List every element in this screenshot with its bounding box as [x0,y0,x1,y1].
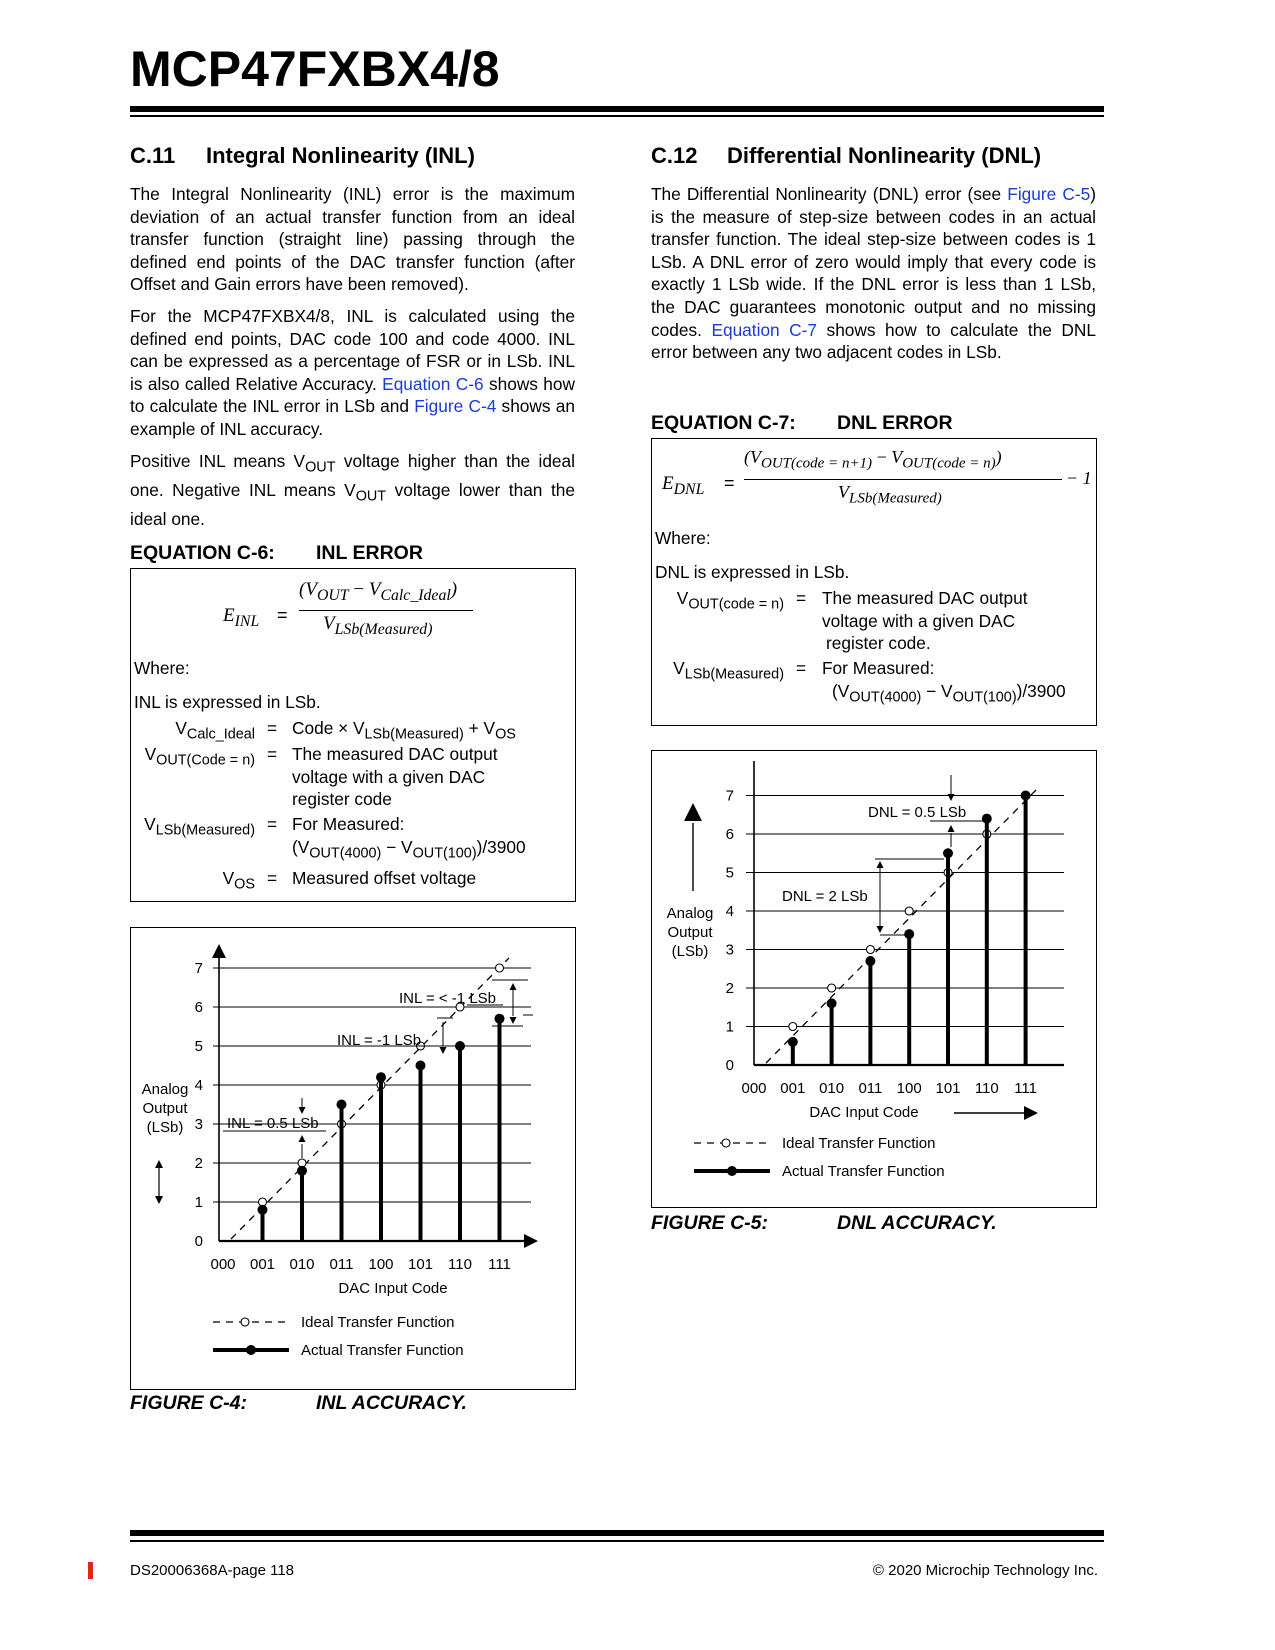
annotation-arrow-down [299,1107,306,1114]
y-axis-label: (LSb) [146,1119,184,1136]
annotation-arrow-down [877,926,884,933]
actual-point [455,1041,465,1051]
paragraph: Positive INL means $V_{OUT}$ voltage higher than the ideal one. Negative INL means $V_{OUT}$ voltage lower than the ideal one. [130,450,575,529]
def-text: Code × $V_{LSb(Measured)} + V_{OS}$ [292,718,516,743]
legend-ideal-marker [722,1139,730,1147]
ideal-point [789,1023,797,1031]
legend-actual-marker [727,1166,737,1176]
figure-c5-caption: FIGURE C-5: DNL ACCURACY. [651,1212,997,1234]
footer-rule-thick [130,1530,1104,1536]
formula-lhs: $E_{INL}$ [223,605,260,630]
section-number: C.11 [130,143,176,168]
inl-chart [131,928,575,1389]
formula-denominator: $V_{LSb(Measured)}$ [323,613,433,638]
def-equals: = [267,744,278,764]
x-tick-label: 001 [249,1256,276,1273]
def-equals: = [267,718,278,738]
y-tick-label: 3 [725,941,734,959]
def-text: For Measured: $(V_{OUT(4000)} - V_{OUT(100)})/3900$ [292,814,526,862]
actual-point [904,929,914,939]
scale-arrow-up [684,803,702,821]
annotation-arrow-down [510,1017,517,1024]
def-text: For Measured: $(V_{OUT(4000)} - V_{OUT(100)})/3900$ [822,658,1066,706]
def-symbol: $V_{LSb(Measured)}$ [673,658,784,683]
scale-arrow-up [155,1160,163,1168]
annotation-arrow-down [948,794,955,801]
legend-actual-marker [246,1345,256,1355]
formula-equals: = [277,605,288,625]
ideal-point [496,964,504,972]
def-symbol: $V_{OUT(code = n)}$ [676,588,784,613]
section-heading-c12 [651,143,1041,169]
x-tick-label: 111 [1014,1080,1038,1097]
y-tick-label: 7 [194,960,203,977]
header-rule-thick [130,106,1104,112]
x-tick-label: 111 [488,1256,511,1273]
expressed-note: INL is expressed in LSb. [134,692,321,712]
fraction-bar [744,479,1062,480]
annotation-arrow-up [510,983,517,990]
actual-point [337,1100,347,1110]
x-tick-label: 001 [780,1080,806,1097]
x-tick-label: 100 [368,1256,394,1273]
xlabel-arrow-head [1024,1106,1038,1120]
x-tick-label: 000 [210,1256,236,1273]
annotation-arrow-down [440,1047,447,1054]
legend-actual-label: Actual Transfer Function [782,1163,945,1180]
actual-point [416,1061,426,1071]
header-rule-thin [130,115,1104,117]
x-tick-label: 010 [289,1256,315,1273]
def-equals: = [796,588,807,608]
formula-equals: = [724,473,735,493]
def-symbol: $V_{OS}$ [222,868,255,893]
equation-c7-label: EQUATION C-7: DNL ERROR [651,412,953,434]
where-label: Where: [134,658,190,678]
figure-c4-box [130,927,576,1390]
footer-rule-thin [130,1540,1104,1542]
x-tick-label: 000 [741,1080,767,1097]
document-title: MCP47FXBX4/8 [130,41,500,97]
equation-c6-box [130,568,576,902]
x-tick-label: 100 [896,1080,922,1097]
actual-point [1021,791,1031,801]
link-equation-c6[interactable]: Equation C-6 [382,373,484,394]
x-tick-label: 101 [407,1256,434,1273]
def-text: The measured DAC output voltage with a given DAC register code. [822,588,1028,654]
annotation-dnl-2: DNL = 2 LSb [782,888,868,905]
formula-lhs: $E_{DNL}$ [662,473,705,498]
section-title: Differential Nonlinearity (DNL) [727,143,1042,168]
link-figure-c4[interactable]: Figure C-4 [414,396,497,417]
actual-point [865,956,875,966]
change-bar [88,1562,93,1579]
formula-tail: − 1 [1066,468,1092,488]
y-axis-arrow [212,944,226,958]
x-axis-label: DAC Input Code [809,1104,919,1121]
y-tick-label: 4 [725,903,734,920]
def-symbol: $V_{LSb(Measured)}$ [144,814,255,839]
annotation-arrow-up [948,825,955,832]
annotation-inl-minus1: INL = -1 LSb [337,1032,422,1049]
section-heading-c11 [130,143,475,169]
x-axis-arrow [524,1234,538,1248]
section-c11-body [130,183,575,539]
legend-ideal-label: Ideal Transfer Function [301,1314,455,1331]
paragraph: The Integral Nonlinearity (INL) error is the maximum deviation of an actual transfer function from an ideal transfer function (straight line) passing through the defined end points of the DAC transfer function (after Offset and Gain errors have been removed). [130,184,575,295]
y-tick-label: 4 [194,1077,203,1094]
def-symbol: $V_{OUT(Code = n)}$ [144,744,255,769]
formula-numerator: $(V_{OUT(code = n+1)} - V_{OUT(code = n)})$ [744,447,1002,472]
paragraph: The Differential Nonlinearity (DNL) error (see Figure C-5) is the measure of step-size between codes in an actual transfer function. The ideal step-size between codes is 1 LSb. A DNL error of zero would imply that every code is exactly 1 LSb wide. If the DNL error is less than 1 LSb, the DAC guarantees monotonic output and no missing codes. Equation C-7 shows how to calculate the DNL error between any two adjacent codes in LSb. [651,184,1096,363]
paragraph: For the MCP47FXBX4/8, INL is calculated using the defined end points, DAC code 100 and code 4000. INL can be expressed as a percentage of FSR or in LSb. INL is also called Relative Accuracy. Equation C-6 shows how to calculate the INL error in LSb and Figure C-4 shows an example of INL accuracy. [130,305,575,439]
x-tick-label: 110 [448,1256,472,1273]
actual-point [788,1037,798,1047]
footer-doc-id: DS20006368A-page 118 [130,1562,295,1579]
y-tick-label: 2 [725,980,734,997]
def-text: The measured DAC output voltage with a given DAC register code [292,744,498,810]
y-tick-label: 6 [194,999,203,1016]
where-label: Where: [655,528,711,548]
actual-point [982,814,992,824]
formula-numerator: $(V_{OUT} - V_{Calc\_Ideal})$ [299,579,458,604]
x-tick-label: 110 [974,1080,999,1097]
legend-ideal-marker [241,1318,249,1326]
formula-denominator: $V_{LSb(Measured)}$ [838,482,942,507]
actual-point [827,998,837,1008]
dnl-chart [652,751,1096,1207]
section-number: C.12 [651,143,698,168]
expressed-note: DNL is expressed in LSb. [655,562,850,582]
y-tick-label: 1 [194,1194,203,1211]
y-tick-label: 5 [194,1038,203,1055]
y-tick-label: 1 [725,1018,734,1036]
annotation-dnl-0-5: DNL = 0.5 LSb [868,804,967,821]
def-equals: = [796,658,807,678]
ideal-point [866,946,874,954]
y-axis-label: (LSb) [671,943,709,960]
annotation-arrow-up [299,1135,306,1142]
y-tick-label: 0 [725,1057,734,1074]
y-axis-label: Output [142,1100,188,1117]
def-text: Measured offset voltage [292,868,477,888]
x-axis-label: DAC Input Code [338,1280,448,1297]
footer-copyright: © 2020 Microchip Technology Inc. [872,1562,1098,1579]
figure-c4-caption: FIGURE C-4: INL ACCURACY. [130,1392,467,1414]
x-tick-label: 011 [329,1256,354,1273]
y-axis-label: Analog [141,1081,189,1098]
ideal-transfer-line [766,789,1037,1063]
ideal-point [828,984,836,992]
legend-ideal-label: Ideal Transfer Function [782,1135,936,1152]
y-tick-label: 2 [194,1155,203,1172]
x-tick-label: 010 [819,1080,845,1097]
def-equals: = [267,868,278,888]
link-figure-c5[interactable]: Figure C-5 [1007,184,1091,204]
def-symbol: $V_{Calc\_Ideal}$ [175,718,255,743]
y-tick-label: 6 [725,826,734,843]
legend-actual-label: Actual Transfer Function [301,1342,464,1359]
y-axis-label: Analog [666,905,714,922]
actual-point [297,1166,307,1176]
y-axis-label: Output [667,924,713,941]
link-equation-c7[interactable]: Equation C-7 [711,319,818,340]
fraction-bar [299,610,473,611]
figure-c5-box [651,750,1097,1208]
y-tick-label: 5 [725,864,734,882]
def-equals: = [267,814,278,834]
equation-c6-label: EQUATION C-6: INL ERROR [130,542,423,564]
annotation-inl-0-5: INL = 0.5 LSb [227,1115,319,1132]
annotation-arrow-up [877,861,884,868]
x-tick-label: 011 [858,1080,883,1097]
y-tick-label: 0 [194,1233,203,1250]
y-tick-label: 7 [725,787,734,805]
x-tick-label: 101 [935,1080,961,1097]
actual-point [376,1072,386,1082]
section-c12-body [651,183,1096,373]
actual-point [258,1205,268,1215]
ideal-point [905,907,913,915]
actual-point [495,1014,505,1024]
scale-arrow-down [155,1196,163,1204]
equation-c7-box [651,438,1097,726]
actual-point [943,848,953,858]
annotation-inl-lt-minus1: INL = < -1 LSb [399,990,497,1007]
y-tick-label: 3 [194,1116,203,1133]
section-title: Integral Nonlinearity (INL) [206,143,475,168]
